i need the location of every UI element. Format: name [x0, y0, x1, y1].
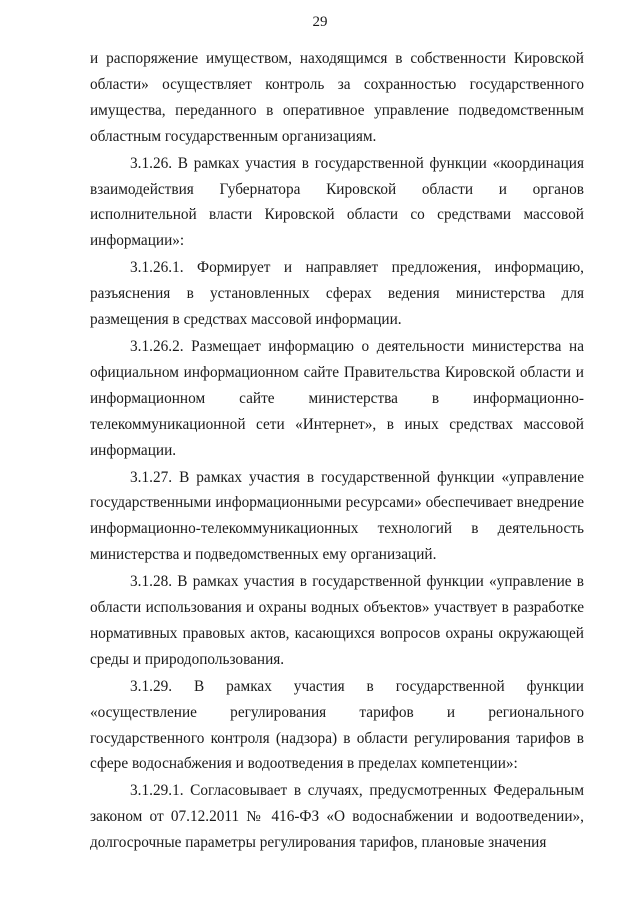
paragraph-3-1-26-1: 3.1.26.1. Формирует и направляет предложения, информацию, разъяснения в установленных сферах ведения министерства для размещения в средствах массовой информации.: [90, 259, 584, 329]
paragraph-3-1-27: 3.1.27. В рамках участия в государственной функции «управление государственными информационными ресурсами» обеспечивает внедрение информационно-телекоммуникационных технологий в деятельность министерства и подведомственных ему организаций.: [90, 468, 584, 564]
paragraph-continuation: и распоряжение имуществом, находящимся в собственности Кировской области» осуществляет контроль за сохранностью государственного имущества, переданного в оперативное управление подведомственным областным государственным организациям.: [90, 50, 584, 145]
paragraph-3-1-28: 3.1.28. В рамках участия в государственной функции «управление в области использования и охраны водных объектов» участвует в разработке нормативных правовых актов, касающихся вопросов охраны окружающей среды и природопользования.: [90, 573, 584, 668]
paragraph-3-1-26: 3.1.26. В рамках участия в государственной функции «координация взаимодействия Губернатора Кировской области и органов исполнительной власти Кировской области со средствами массовой информации»:: [90, 154, 584, 250]
paragraph-3-1-29-1: 3.1.29.1. Согласовывает в случаях, предусмотренных Федеральным законом от 07.12.2011 № 416-ФЗ «О водоснабжении и водоотведении», долгосрочные параметры регулирования тарифов, плановые значения: [90, 782, 584, 852]
document-body: [90, 46, 584, 856]
paragraph-3-1-26-2: 3.1.26.2. Размещает информацию о деятельности министерства на официальном информационном сайте Правительства Кировской области и информационном сайте министерства в информационно-телекоммуникационной сети «Интернет», в иных средствах массовой информации.: [90, 337, 584, 459]
page-number: 29: [312, 14, 328, 30]
paragraph-3-1-29: 3.1.29. В рамках участия в государственной функции «осуществление регулирования тарифов и регионального государственного контроля (надзора) в области регулирования тарифов в сфере водоснабжения и водоотведения в пределах компетенции»:: [90, 677, 584, 773]
